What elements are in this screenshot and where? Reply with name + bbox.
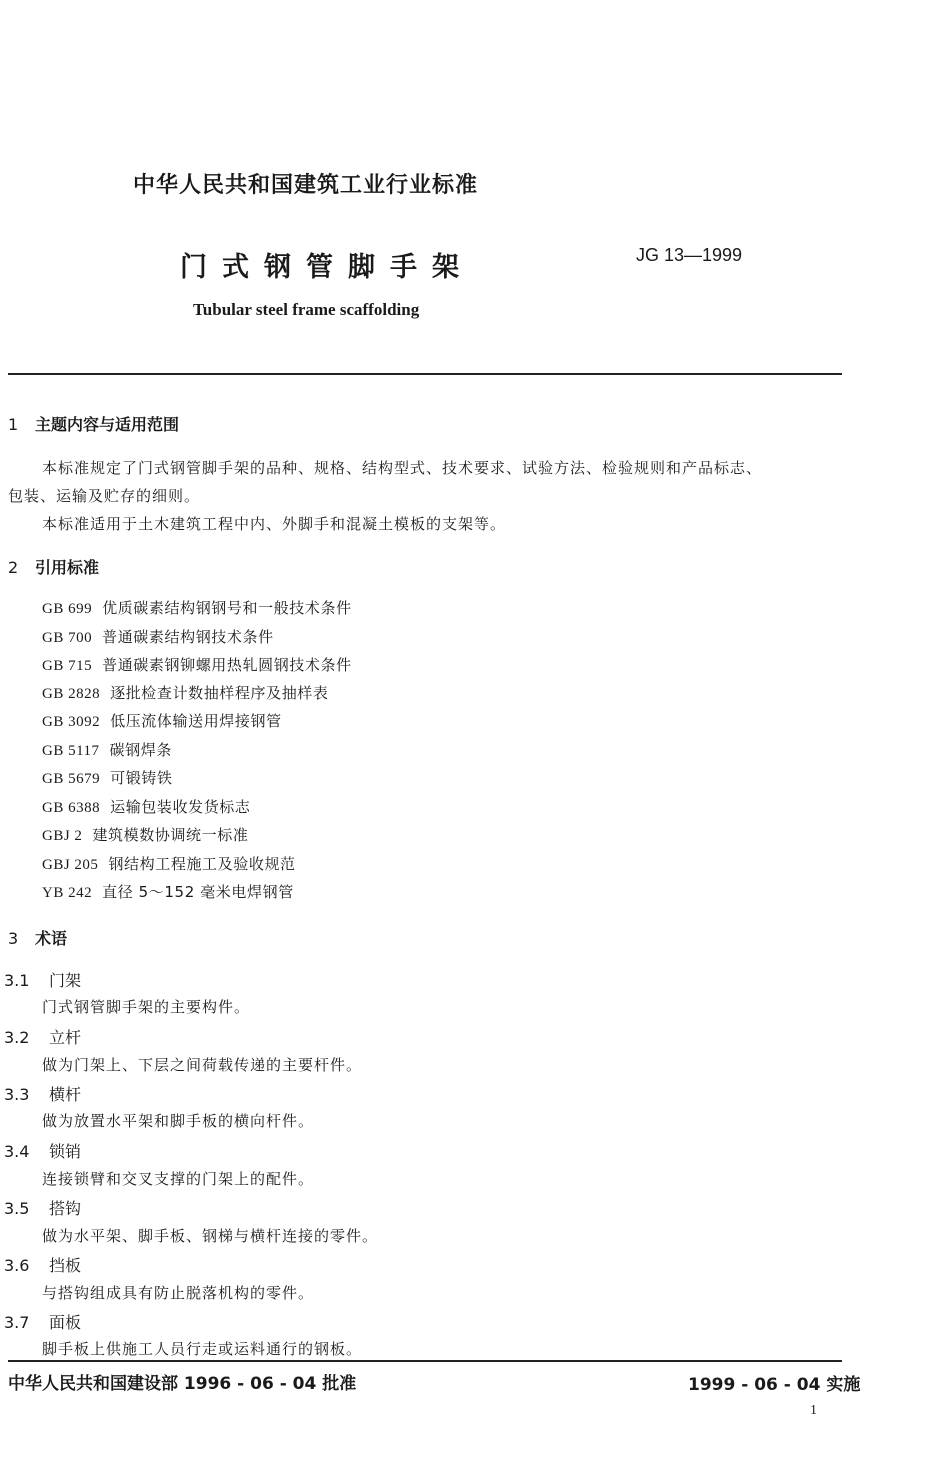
reference-title: 低压流体输送用焊接钢管 — [110, 712, 282, 730]
reference-code: GB 6388 — [42, 800, 101, 816]
term-name: 门架 — [49, 971, 82, 990]
term-name: 面板 — [49, 1313, 82, 1332]
term-heading — [4, 1310, 81, 1333]
standard-title: 门式钢管脚手架 — [180, 252, 474, 283]
reference-code: GB 5679 — [42, 771, 101, 787]
reference-item — [42, 626, 274, 647]
term-definition: 做为水平架、脚手板、钢梯与横杆连接的零件。 — [42, 1227, 379, 1245]
term-heading — [4, 1139, 81, 1162]
section-number: 2 — [8, 558, 19, 577]
reference-code: GB 715 — [42, 658, 93, 674]
reference-title: 逐批检查计数抽样程序及抽样表 — [110, 684, 329, 702]
reference-code: GB 700 — [42, 630, 93, 646]
term-name: 横杆 — [49, 1085, 82, 1104]
term-number: 3.2 — [4, 1028, 30, 1047]
term-name: 锁销 — [49, 1142, 82, 1161]
term-number: 3.1 — [4, 971, 30, 990]
reference-code: GBJ 205 — [42, 857, 99, 873]
reference-item — [42, 881, 294, 902]
reference-item — [42, 597, 352, 618]
term-heading — [4, 1253, 81, 1276]
reference-title: 直径 5～152 毫米电焊钢管 — [102, 883, 294, 901]
section-3-heading — [8, 926, 67, 949]
term-heading — [4, 1082, 81, 1105]
term-number: 3.5 — [4, 1199, 30, 1218]
header-divider — [8, 373, 842, 375]
reference-item — [42, 710, 282, 731]
reference-title: 建筑模数协调统一标准 — [92, 826, 249, 844]
term-definition: 做为门架上、下层之间荷载传递的主要杆件。 — [42, 1056, 363, 1074]
term-name: 搭钩 — [49, 1199, 82, 1218]
reference-title: 运输包装收发货标志 — [110, 798, 251, 816]
term-number: 3.6 — [4, 1256, 30, 1275]
section-number: 3 — [8, 929, 19, 948]
section-1-heading — [8, 412, 179, 435]
term-number: 3.4 — [4, 1142, 30, 1161]
org-title: 中华人民共和国建筑工业行业标准 — [133, 173, 479, 198]
term-definition: 连接锁臂和交叉支撑的门架上的配件。 — [42, 1170, 315, 1188]
s1-para1-line2: 包装、运输及贮存的细则。 — [8, 487, 201, 505]
term-definition: 做为放置水平架和脚手板的横向杆件。 — [42, 1112, 315, 1130]
reference-code: GBJ 2 — [42, 828, 83, 844]
reference-code: GB 5117 — [42, 743, 100, 759]
term-heading — [4, 968, 81, 991]
term-heading — [4, 1196, 81, 1219]
s1-para1-line1: 本标准规定了门式钢管脚手架的品种、规格、结构型式、技术要求、试验方法、检验规则和产品标志、 — [42, 459, 763, 477]
reference-item — [42, 739, 172, 760]
term-number: 3.3 — [4, 1085, 30, 1104]
section-number: 1 — [8, 415, 19, 434]
reference-title: 钢结构工程施工及验收规范 — [108, 855, 296, 873]
section-2-heading — [8, 555, 99, 578]
reference-item — [42, 853, 296, 874]
reference-item — [42, 824, 248, 845]
reference-item — [42, 796, 251, 817]
term-name: 立杆 — [49, 1028, 82, 1047]
footer-divider — [8, 1360, 842, 1362]
section-title: 术语 — [35, 929, 68, 948]
term-definition: 门式钢管脚手架的主要构件。 — [42, 998, 251, 1016]
reference-title: 普通碳素结构钢技术条件 — [102, 628, 274, 646]
term-heading — [4, 1025, 81, 1048]
page-number: 1 — [810, 1403, 817, 1418]
reference-title: 优质碳素结构钢钢号和一般技术条件 — [102, 599, 352, 617]
reference-title: 碳钢焊条 — [109, 741, 172, 759]
section-title: 引用标准 — [35, 558, 100, 577]
term-definition: 脚手板上供施工人员行走或运料通行的钢板。 — [42, 1340, 363, 1358]
english-title: Tubular steel frame scaffolding — [193, 300, 420, 319]
reference-code: YB 242 — [42, 885, 93, 901]
term-definition: 与搭钩组成具有防止脱落机构的零件。 — [42, 1284, 315, 1302]
reference-title: 普通碳素钢铆螺用热轧圆钢技术条件 — [102, 656, 352, 674]
reference-code: GB 2828 — [42, 686, 101, 702]
s1-para2: 本标准适用于土木建筑工程中内、外脚手和混凝土模板的支架等。 — [42, 515, 507, 533]
reference-item — [42, 654, 352, 675]
reference-item — [42, 682, 329, 703]
section-title: 主题内容与适用范围 — [35, 415, 180, 434]
standard-code: JG 13—1999 — [636, 245, 743, 265]
approval-line: 中华人民共和国建设部 1996 - 06 - 04 批准 — [8, 1374, 357, 1394]
effective-date: 1999 - 06 - 04 实施 — [688, 1375, 861, 1395]
reference-code: GB 3092 — [42, 714, 101, 730]
reference-title: 可锻铸铁 — [110, 769, 173, 787]
term-number: 3.7 — [4, 1313, 30, 1332]
reference-item — [42, 767, 173, 788]
reference-code: GB 699 — [42, 601, 93, 617]
term-name: 挡板 — [49, 1256, 82, 1275]
